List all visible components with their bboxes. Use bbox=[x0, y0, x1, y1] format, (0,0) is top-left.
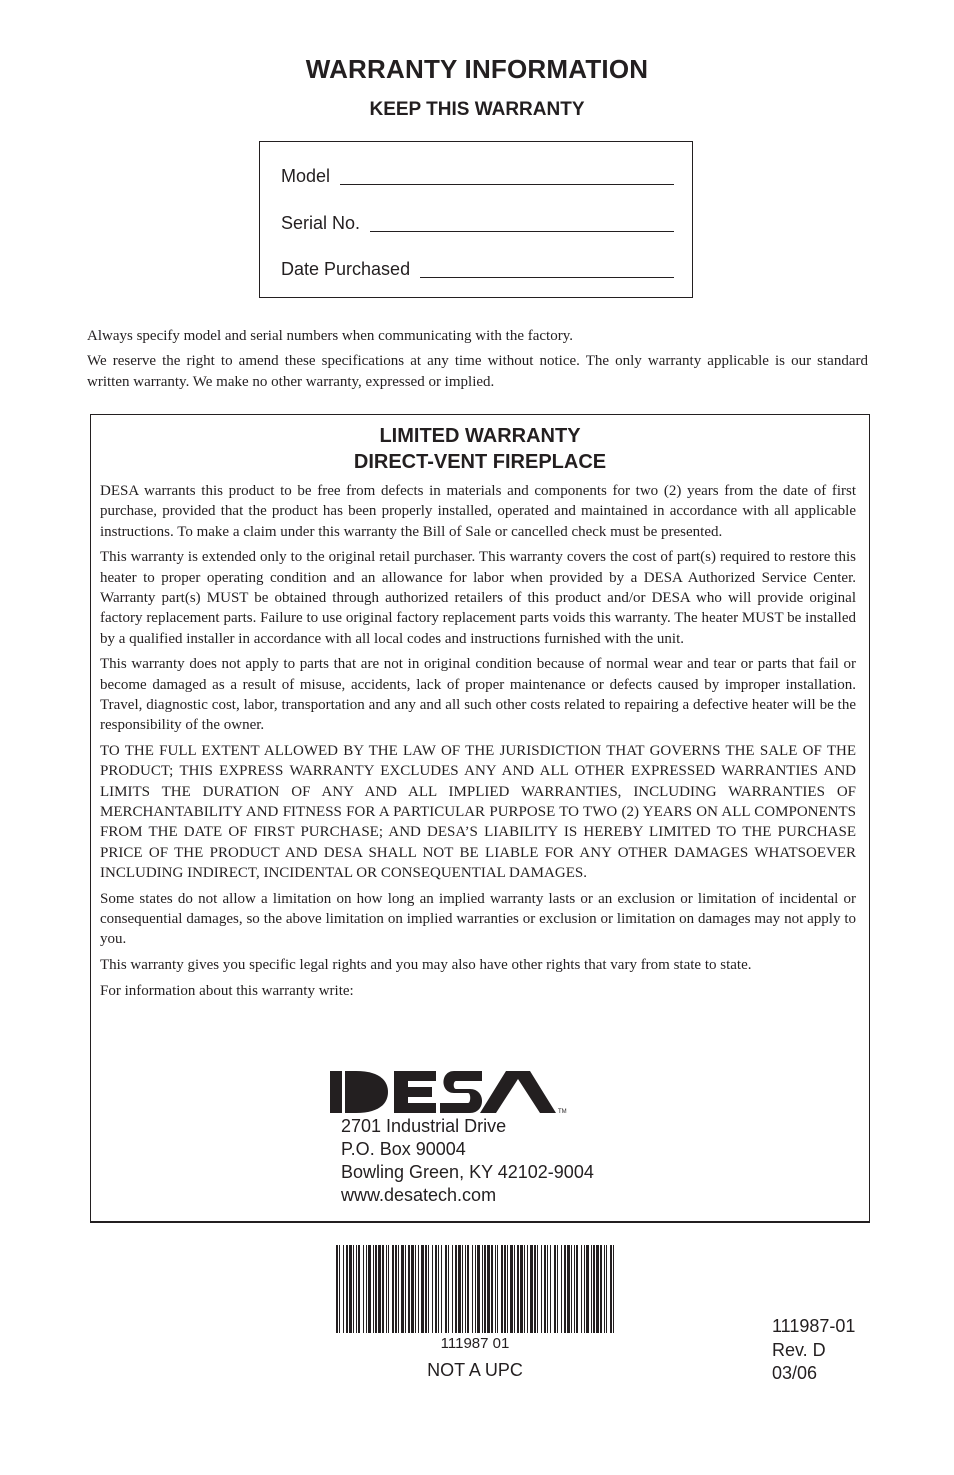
model-blank-line bbox=[340, 183, 674, 185]
notes bbox=[87, 326, 868, 397]
address-street: 2701 Industrial Drive bbox=[341, 1116, 507, 1136]
serial-label: Serial No. bbox=[281, 213, 361, 233]
warranty-record-box bbox=[259, 141, 693, 298]
barcode-note: NOT A UPC bbox=[427, 1360, 523, 1380]
model-label: Model bbox=[281, 166, 331, 186]
page-subtitle: KEEP THIS WARRANTY bbox=[369, 99, 585, 120]
date-purchased-blank-line bbox=[420, 276, 674, 278]
model-field-row bbox=[281, 166, 674, 187]
warranty-paragraph: DESA warrants this product to be free from defects in materials and components for two (2) years from the date of first purchase, provided that the product has been properly installed, operated and maintained in accordance with all applicable instructions. To make a claim under this warranty the Bill of Sale or cancelled check must be presented. bbox=[100, 483, 856, 540]
date-purchased-label: Date Purchased bbox=[281, 259, 411, 279]
page-title: WARRANTY INFORMATION bbox=[305, 54, 649, 84]
warranty-paragraph: Some states do not allow a limitation on how long an implied warranty lasts or an exclusion or limitation of incidental or consequential damages, so the above limitation on implied warranties or exclusion or limitation on damages may not apply to you. bbox=[100, 890, 856, 948]
note-amend-specifications: We reserve the right to amend these specifications at any time without notice. The only warranty applicable is our standard written warranty. We make no other warranty, expressed or implied. bbox=[87, 353, 868, 390]
note-specify-numbers: Always specify model and serial numbers when communicating with the factory. bbox=[87, 328, 573, 344]
warranty-body bbox=[100, 481, 856, 1007]
address-city-state-zip: Bowling Green, KY 42102-9004 bbox=[341, 1162, 594, 1182]
company-address bbox=[341, 1115, 594, 1207]
revision-date: 03/06 bbox=[772, 1363, 818, 1383]
document-info bbox=[772, 1315, 855, 1386]
warranty-paragraph: This warranty is extended only to the original retail purchaser. This warranty covers the cost of part(s) required to restore this heater to proper operating condition and an allowance for labor when provided by a DESA Authorized Service Center. Warranty part(s) MUST be obtained through authorized retailers of this product and/or DESA who will provide original factory replacement parts. Failure to use original factory replacement parts voids this warranty. The heater MUST be installed by a qualified installer in accordance with all local codes and instructions furnished with the unit. bbox=[100, 549, 856, 647]
part-number: 111987-01 bbox=[772, 1316, 856, 1336]
svg-text:TM: TM bbox=[558, 1109, 567, 1115]
barcode bbox=[336, 1245, 614, 1333]
address-website: www.desatech.com bbox=[341, 1185, 497, 1205]
desa-logo bbox=[328, 1068, 568, 1116]
limited-warranty-box bbox=[90, 414, 870, 1223]
warranty-title: LIMITED WARRANTY bbox=[379, 425, 581, 447]
date-purchased-field-row bbox=[281, 259, 674, 280]
warranty-product-title: DIRECT-VENT FIREPLACE bbox=[353, 451, 607, 473]
warranty-paragraph: TO THE FULL EXTENT ALLOWED BY THE LAW OF THE JURISDICTION THAT GOVERNS THE SALE OF THE PRODUCT; THIS EXPRESS WARRANTY EXCLUDES ANY AND ALL OTHER EXPRESSED WARRANTIES AND LIMITS THE DURATION OF ANY AND ALL IMPLIED WARRANTIES, INCLUDING WARRANTIES OF MERCHANTABILITY AND FITNESS FOR A PARTICULAR PURPOSE TO TWO (2) YEARS ON ALL COMPONENTS FROM THE DATE OF FIRST PURCHASE; AND DESA’S LIABILITY IS HEREBY LIMITED TO THE PURCHASE PRICE OF THE PRODUCT AND DESA SHALL NOT BE LIABLE FOR ANY OTHER DAMAGES WHATSOEVER INCLUDING INDIRECT, INCIDENTAL OR CONSEQUENTIAL DAMAGES. bbox=[100, 743, 856, 881]
warranty-paragraph: For information about this warranty write: bbox=[100, 982, 354, 999]
barcode-number: 111987 01 bbox=[440, 1335, 510, 1352]
address-po-box: P.O. Box 90004 bbox=[341, 1139, 466, 1159]
serial-field-row bbox=[281, 213, 674, 234]
serial-blank-line bbox=[370, 230, 674, 232]
warranty-paragraph: This warranty does not apply to parts that are not in original condition because of normal wear and tear or parts that fail or become damaged as a result of misuse, accidents, lack of proper maintenance or defects caused by improper installation. Travel, diagnostic cost, labor, transportation and any and all such other costs related to repairing a defective heater will be the responsibility of the owner. bbox=[100, 656, 856, 734]
warranty-paragraph: This warranty gives you specific legal rights and you may also have other rights that vary from state to state. bbox=[100, 957, 752, 974]
revision: Rev. D bbox=[772, 1339, 826, 1360]
